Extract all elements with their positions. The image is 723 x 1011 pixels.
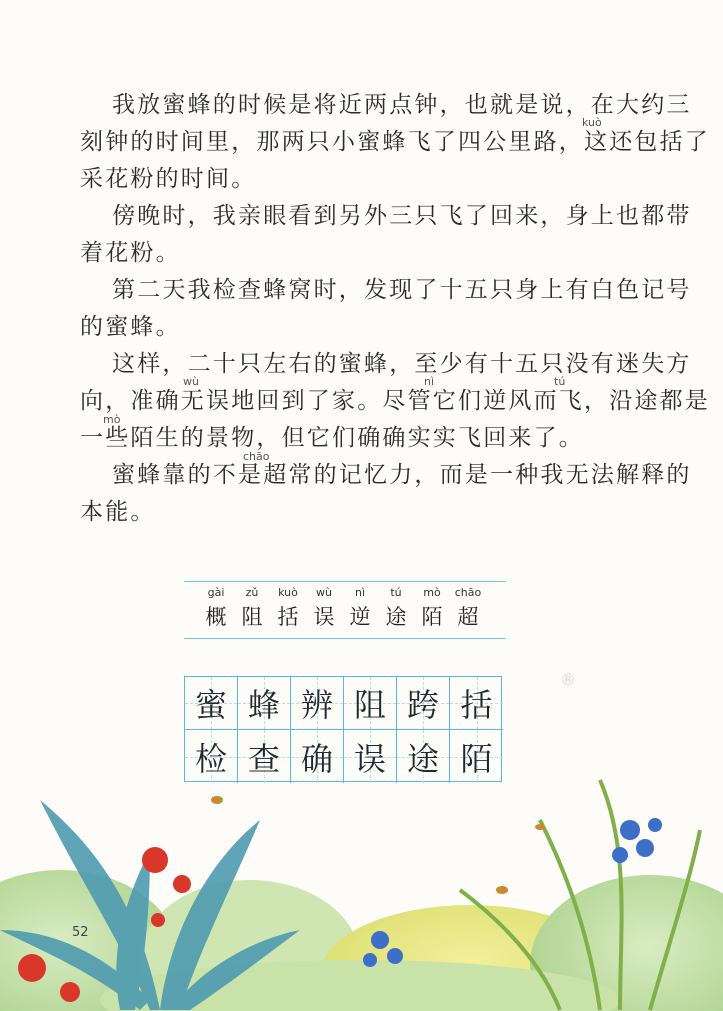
p4-line3: 一些陌生的景物，但它们确确实实飞回来了。	[80, 425, 584, 451]
new-word-char: 括	[277, 605, 299, 629]
grid-char: 辨	[300, 686, 333, 724]
grid-char: 陌	[460, 739, 493, 778]
new-word-char: 阻	[241, 605, 263, 629]
new-word	[306, 586, 342, 631]
p2-line1: 傍晚时，我亲眼看到另外三只飞了回来，身上也都带	[112, 203, 692, 229]
grid-char: 跨	[406, 686, 439, 724]
pinyin-ni: nì	[424, 375, 435, 388]
new-word	[450, 586, 486, 631]
grid-char: 确	[300, 739, 333, 778]
new-word-pinyin: mò	[423, 586, 441, 599]
grid-char: 括	[460, 686, 493, 724]
new-word-pinyin: tú	[390, 586, 402, 599]
new-word-char: 概	[205, 605, 227, 629]
pinyin-chao: chāo	[243, 450, 270, 463]
p4-line1: 这样，二十只左右的蜜蜂，至少有十五只没有迷失方	[112, 351, 692, 377]
grid-cell	[397, 677, 450, 730]
new-word-pinyin: kuò	[278, 586, 298, 599]
new-word-pinyin: zǔ	[245, 586, 259, 599]
p3-line2: 的蜜蜂。	[80, 314, 181, 340]
new-word-char: 误	[313, 605, 335, 629]
grid-char: 蜜	[194, 686, 227, 724]
new-word	[414, 586, 450, 631]
new-word-char: 陌	[421, 605, 443, 629]
pinyin-tu: tú	[554, 375, 566, 388]
new-word-char: 途	[385, 605, 407, 629]
new-word	[270, 586, 306, 631]
grid-cell	[344, 677, 397, 730]
grid-cell	[291, 677, 344, 730]
grid-char: 阻	[353, 686, 386, 724]
p1-line1: 我放蜜蜂的时候是将近两点钟，也就是说，在大约三	[112, 92, 692, 118]
new-word	[234, 586, 270, 631]
p5-line1: 蜜蜂靠的不是超常的记忆力，而是一种我无法解释的	[112, 462, 692, 488]
grid-char: 途	[406, 739, 439, 778]
p4-line2: 向，准确无误地回到了家。尽管它们逆风而飞，沿途都是	[80, 388, 710, 414]
registered-watermark: ®	[560, 670, 576, 689]
new-word-pinyin: wù	[316, 586, 332, 599]
new-word-pinyin: nì	[354, 586, 366, 599]
page-number: 52	[72, 925, 89, 940]
p2-line2: 着花粉。	[80, 240, 181, 266]
pinyin-kuo: kuò	[582, 116, 602, 129]
grid-char: 检	[194, 739, 227, 778]
new-word-char: 逆	[349, 605, 371, 629]
new-word	[342, 586, 378, 631]
new-word-pinyin: chāo	[454, 586, 482, 599]
pinyin-wu: wù	[183, 375, 199, 388]
new-word	[378, 586, 414, 631]
grid-cell	[185, 677, 238, 730]
p5-line2: 本能。	[80, 499, 156, 525]
new-word-pinyin: gài	[207, 586, 225, 599]
flowers-illustration	[0, 760, 723, 1011]
grid-char: 误	[353, 739, 386, 778]
p3-line1: 第二天我检查蜂窝时，发现了十五只身上有白色记号	[112, 277, 692, 303]
new-word	[198, 586, 234, 631]
bee-icon	[211, 796, 545, 894]
p1-line2: 刻钟的时间里，那两只小蜜蜂飞了四公里路，这还包括了	[80, 129, 710, 155]
pinyin-mo: mò	[103, 413, 121, 426]
new-words-box	[184, 581, 506, 639]
grid-cell	[450, 677, 503, 730]
p1-line3: 采花粉的时间。	[80, 166, 257, 192]
grid-char: 查	[247, 739, 280, 778]
grid-char: 蜂	[247, 686, 280, 724]
grid-cell	[238, 677, 291, 730]
new-word-char: 超	[457, 605, 479, 629]
